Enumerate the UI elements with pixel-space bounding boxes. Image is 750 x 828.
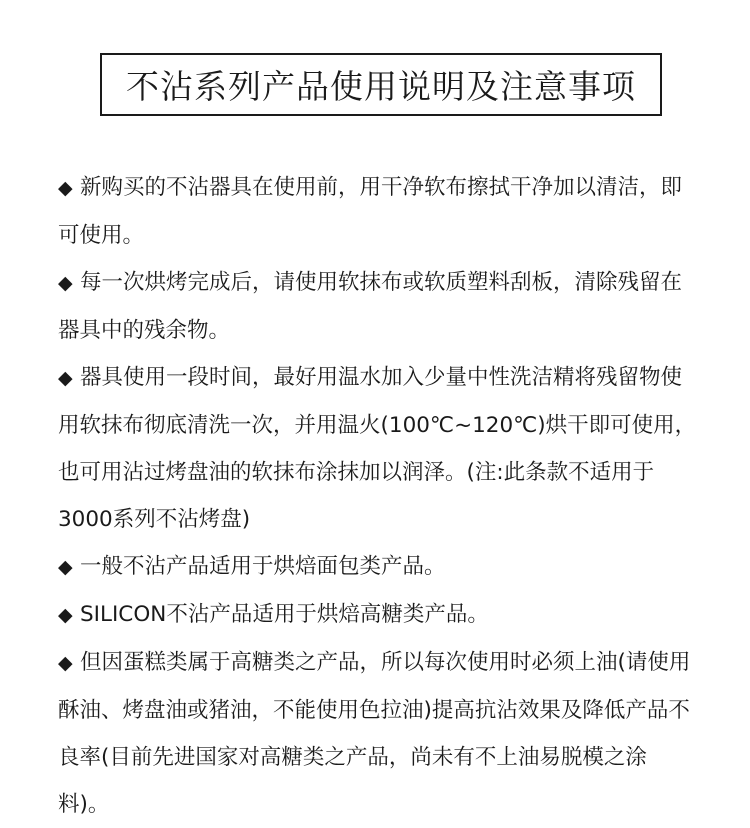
list-item-text: 一般不沾产品适用于烘焙面包类产品。	[80, 554, 446, 579]
list-item	[58, 354, 698, 543]
diamond-bullet-icon: ◆	[58, 177, 73, 199]
list-item-text: 但因蛋糕类属于高糖类之产品，所以每次使用时必须上油(请使用酥油、烤盘油或猪油，不能使用色拉油)提高抗沾效果及降低产品不良率(目前先进国家对高糖类之产品，尚未有不上油易脱模之涂料)。	[58, 650, 691, 817]
list-item	[58, 259, 698, 354]
list-item-text: SILICON不沾产品适用于烘焙高糖类产品。	[80, 602, 489, 627]
diamond-bullet-icon: ◆	[58, 604, 73, 626]
diamond-bullet-icon: ◆	[58, 367, 73, 389]
list-item-text: 新购买的不沾器具在使用前，用干净软布擦拭干净加以清洁，即可使用。	[58, 175, 683, 248]
list-item	[58, 164, 698, 259]
list-item-text: 每一次烘烤完成后，请使用软抹布或软质塑料刮板，清除残留在器具中的残余物。	[58, 270, 683, 343]
instructions-list	[58, 164, 698, 828]
list-item	[58, 591, 698, 639]
list-item	[58, 639, 698, 828]
page-title: 不沾系列产品使用说明及注意事项	[126, 67, 636, 106]
list-item	[58, 543, 698, 591]
diamond-bullet-icon: ◆	[58, 652, 73, 674]
diamond-bullet-icon: ◆	[58, 556, 73, 578]
list-item-text: 器具使用一段时间，最好用温水加入少量中性洗洁精将残留物使用软抹布彻底清洗一次，并用温火(100℃~120℃)烘干即可使用，也可用沾过烤盘油的软抹布涂抹加以润泽。(注:此条款不适用于3000系列不沾烤盘)	[58, 365, 697, 532]
title-box	[100, 53, 662, 116]
diamond-bullet-icon: ◆	[58, 272, 73, 294]
